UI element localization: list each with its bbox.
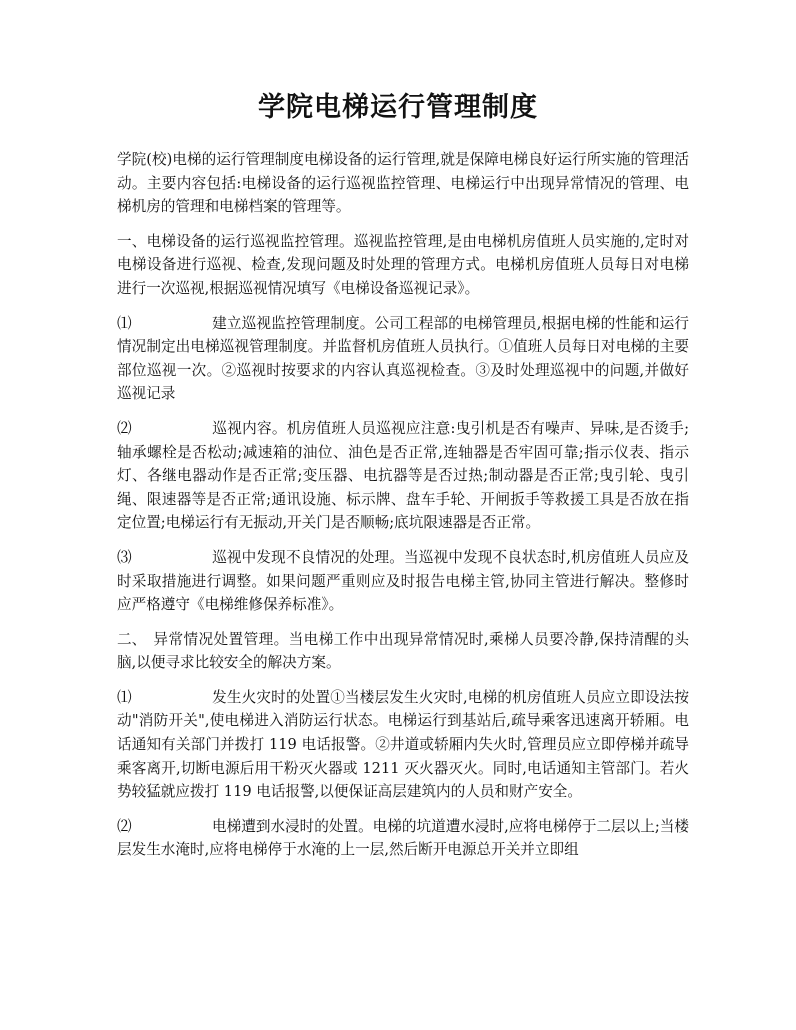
document-body — [117, 148, 689, 873]
paragraph-section-2 — [117, 628, 689, 675]
paragraph-text: 巡视中发现不良情况的处理。当巡视中发现不良状态时,机房值班人员应及时采取措施进行调整。如果问题严重则应及时报告电梯主管,协同主管进行解决。整修时应严格遵守《电梯维修保养标准》。 — [117, 548, 689, 614]
document-title: 学院电梯运行管理制度 — [258, 92, 538, 123]
paragraph-text: 一、电梯设备的运行巡视监控管理。巡视监控管理,是由电梯机房值班人员实施的,定时对电梯设备进行巡视、检查,发现问题及时处理的管理方式。电梯机房值班人员每日对电梯进行一次巡视,根据巡视情况填写《电梯设备巡视记录》。 — [117, 232, 690, 297]
paragraph-text: 电梯遭到水浸时的处置。电梯的坑道遭水浸时,应将电梯停于二层以上;当楼层发生水淹时,应将电梯停于水淹的上一层,然后断开电源总开关并立即组 — [117, 817, 689, 859]
paragraph-number: ⑴ — [117, 688, 132, 706]
paragraph-item-2-1 — [117, 686, 689, 804]
paragraph-text: 巡视内容。机房值班人员巡视应注意:曳引机是否有噪声、异味,是否烫手;轴承螺栓是否松动;减速箱的油位、油色是否正常,连轴器是否牢固可靠;指示仪表、指示灯、各继电器动作是否正常;变压器、电抗器等是否过热;制动器是否正常;曳引轮、曳引绳、限速器等是否正常;通讯设施、标示牌、盘车手轮、开闸扳手等救援工具是否放在指定位置;电梯运行有无振动,开关门是否顺畅;底坑限速器是否正常。 — [117, 419, 689, 532]
paragraph-number: 二、 — [117, 630, 147, 648]
paragraph-section-1 — [117, 230, 689, 301]
paragraph-item-1-1 — [117, 312, 689, 406]
paragraph-text: 发生火灾时的处置①当楼层发生火灾时,电梯的机房值班人员应立即设法按动"消防开关",使电梯进入消防运行状态。电梯运行到基站后,疏导乘客迅速离开轿厢。电话通知有关部门并拨打 119 电话报警。②井道或轿厢内失火时,管理员应立即停梯并疏导乘客离开,切断电源后用干粉灭火器或 1211 灭火器灭火。同时,电话通知主管部门。若火势较猛就应拨打 119 电话报警,以便保证高层建筑内的人员和财产安全。 — [117, 688, 689, 801]
paragraph-text: 异常情况处置管理。当电梯工作中出现异常情况时,乘梯人员要冷静,保持清醒的头脑,以便寻求比较安全的解决方案。 — [117, 630, 689, 672]
paragraph-text: 建立巡视监控管理制度。公司工程部的电梯管理员,根据电梯的性能和运行情况制定出电梯巡视管理制度。并监督机房值班人员执行。①值班人员每日对电梯的主要部位巡视一次。②巡视时按要求的内容认真巡视检查。③及时处理巡视中的问题,并做好巡视记录 — [117, 314, 689, 403]
paragraph-number: ⑶ — [117, 548, 132, 566]
paragraph-number: ⑵ — [117, 817, 132, 835]
paragraph-number: ⑵ — [117, 419, 132, 437]
paragraph-item-2-2 — [117, 815, 689, 862]
paragraph-item-1-3 — [117, 546, 689, 617]
paragraph-item-1-2 — [117, 417, 689, 535]
paragraph-intro — [117, 148, 689, 219]
paragraph-number: ⑴ — [117, 314, 132, 332]
paragraph-text: 学院(校)电梯的运行管理制度电梯设备的运行管理,就是保障电梯良好运行所实施的管理活动。主要内容包括:电梯设备的运行巡视监控管理、电梯运行中出现异常情况的管理、电梯机房的管理和电梯档案的管理等。 — [117, 151, 689, 216]
